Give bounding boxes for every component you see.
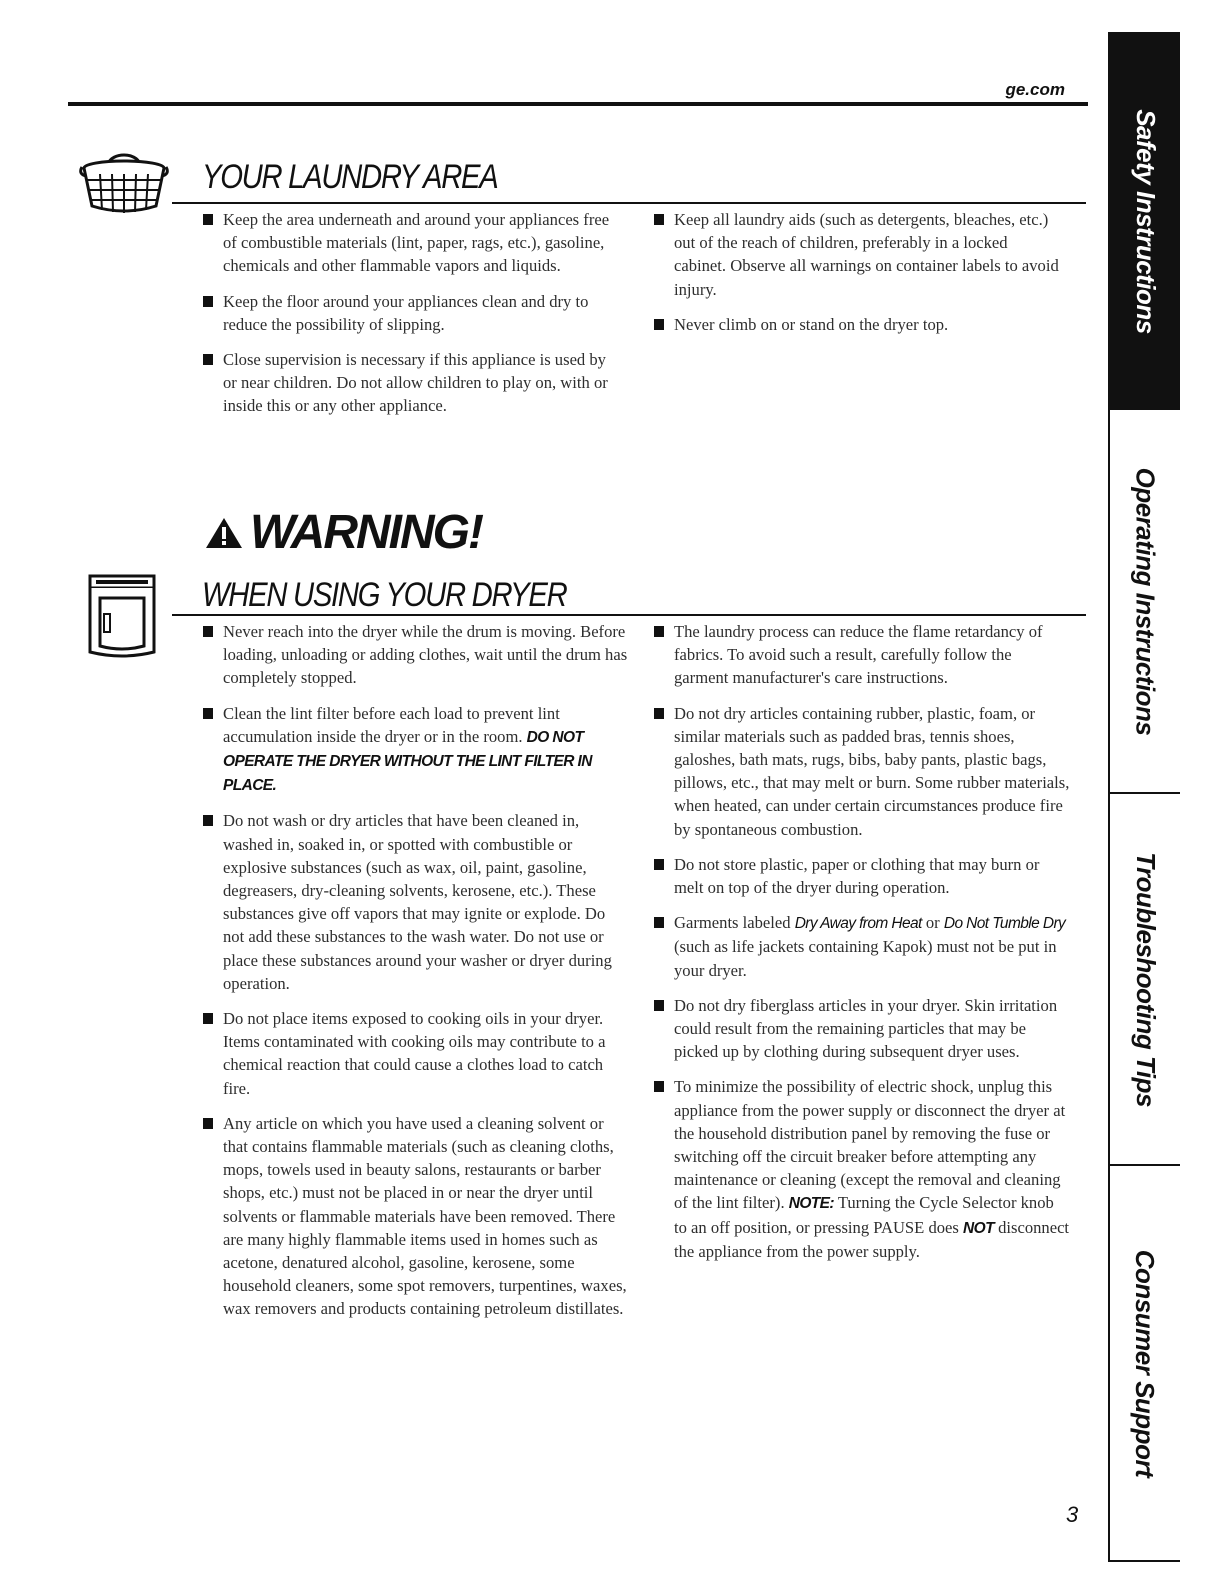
tab-safety-instructions[interactable] <box>1108 32 1180 410</box>
laundry-area-left-column <box>201 208 621 430</box>
laundry-area-title: YOUR LAUNDRY AREA <box>202 158 498 196</box>
bullet-icon <box>203 815 213 826</box>
section-tabs <box>1108 32 1180 1562</box>
tab-troubleshooting-tips[interactable] <box>1108 794 1180 1164</box>
list-item: Do not store plastic, paper or clothing that may burn or melt on top of the dryer during operation. <box>652 853 1070 899</box>
bullet-icon <box>654 917 664 928</box>
emphasis-text: Do Not Tumble Dry <box>943 915 1066 933</box>
list-item: Never climb on or stand on the dryer top. <box>652 313 1062 336</box>
tab-operating-instructions[interactable] <box>1108 410 1180 792</box>
warning-heading <box>204 505 482 560</box>
list-item: Do not dry articles containing rubber, plastic, foam, or similar materials such as padded bras, tennis shoes, galoshes, bath mats, rugs, bibs, baby pants, plastic bags, pillows, etc., that may melt or burn. Some rubber materials, when heated, can under certain circumstances produce fire by spontaneous combustion. <box>652 702 1070 841</box>
bullet-icon <box>203 708 213 719</box>
list-item: Close supervision is necessary if this appliance is used by or near children. Do not allow children to play on, with or inside this or any other appliance. <box>201 348 621 418</box>
bullet-icon <box>654 626 664 637</box>
bullet-icon <box>203 626 213 637</box>
list-item: Do not place items exposed to cooking oils in your dryer. Items contaminated with cooking oils may contribute to a chemical reaction that could cause a clothes load to catch fire. <box>201 1007 629 1100</box>
tab-label: Operating Instructions <box>1130 467 1161 735</box>
list-item: Do not dry fiberglass articles in your dryer. Skin irritation could result from the remaining particles that may be picked up by clothing during subsequent dryer uses. <box>652 994 1070 1064</box>
list-item: Garments labeled Dry Away from Heat or Do Not Tumble Dry (such as life jackets containing Kapok) must not be put in your dryer. <box>652 911 1070 982</box>
tab-label: Consumer Support <box>1130 1249 1161 1477</box>
using-dryer-title: WHEN USING YOUR DRYER <box>202 576 567 614</box>
laundry-basket-icon <box>78 150 170 223</box>
warning-label: WARNING! <box>250 506 482 559</box>
list-item: Never reach into the dryer while the drum is moving. Before loading, unloading or adding clothes, wait until the drum has completely stopped. <box>201 620 629 690</box>
site-url: ge.com <box>1005 80 1065 99</box>
emphasis-text: NOT <box>963 1219 994 1237</box>
bullet-icon <box>654 214 664 225</box>
list-item: Do not wash or dry articles that have been cleaned in, washed in, soaked in, or spotted with combustible or explosive substances (such as wax, oil, paint, gasoline, degreasers, dry-cleaning solvents, kerosene, etc.). These substances give off vapors that may ignite or explode. Do not add these substances to the wash water. Do not use or place these substances around your washer or dryer during operation. <box>201 809 629 995</box>
emphasis-text: Dry Away from Heat <box>794 915 922 933</box>
list-item: Keep all laundry aids (such as detergents, bleaches, etc.) out of the reach of children, preferably in a locked cabinet. Observe all warnings on container labels to avoid injury. <box>652 208 1062 301</box>
bullet-icon <box>654 1000 664 1011</box>
list-item: Any article on which you have used a cleaning solvent or that contains flammable materials (such as cleaning cloths, mops, towels used in beauty salons, restaurants or barber shops, etc.) must not be placed in or near the dryer until solvents or flammable materials have been removed. There are many highly flammable items used in homes such as acetone, denatured alcohol, gasoline, kerosene, some household cleaners, some spot removers, turpentines, waxes, wax removers and products containing petroleum distillates. <box>201 1112 629 1321</box>
list-item: To minimize the possibility of electric shock, unplug this appliance from the power supply or disconnect the dryer at the household distribution panel by removing the fuse or switching off the circuit breaker before attempting any maintenance or cleaning (except the removal and cleaning of the lint filter). NOTE: Turning the Cycle Selector knob to an off position, or pressing PAUSE does NOT disconnect the appliance from the power supply. <box>652 1075 1070 1263</box>
emphasis-text: DO NOT OPERATE THE DRYER WITHOUT THE LINT FILTER IN PLACE. <box>223 728 592 795</box>
tab-separator <box>1108 1560 1180 1562</box>
using-dryer-rule <box>172 614 1086 616</box>
list-item: The laundry process can reduce the flame retardancy of fabrics. To avoid such a result, carefully follow the garment manufacturer's care instructions. <box>652 620 1070 690</box>
warning-triangle-icon <box>204 516 244 550</box>
list-item: Clean the lint filter before each load to prevent lint accumulation inside the dryer or in the room. DO NOT OPERATE THE DRYER WITHOUT THE LINT FILTER IN PLACE. <box>201 702 629 798</box>
tab-label: Safety Instructions <box>1130 108 1161 334</box>
bullet-icon <box>654 1081 664 1092</box>
bullet-icon <box>203 1013 213 1024</box>
bullet-icon <box>203 354 213 365</box>
page-number: 3 <box>1066 1502 1079 1527</box>
bullet-icon <box>203 1118 213 1129</box>
bullet-icon <box>203 296 213 307</box>
using-dryer-left-column <box>201 620 629 1333</box>
list-item: Keep the floor around your appliances clean and dry to reduce the possibility of slipping. <box>201 290 621 336</box>
header-rule <box>68 102 1088 106</box>
tab-consumer-support[interactable] <box>1108 1166 1180 1560</box>
bullet-icon <box>203 214 213 225</box>
bullet-icon <box>654 859 664 870</box>
tab-label: Troubleshooting Tips <box>1130 851 1161 1107</box>
list-item: Keep the area underneath and around your appliances free of combustible materials (lint, paper, rags, etc.), gasoline, chemicals and other flammable vapors and liquids. <box>201 208 621 278</box>
bullet-icon <box>654 319 664 330</box>
note-label: NOTE: <box>788 1195 834 1213</box>
using-dryer-right-column <box>652 620 1070 1275</box>
laundry-area-rule <box>172 202 1086 204</box>
bullet-icon <box>654 708 664 719</box>
dryer-icon <box>86 574 158 667</box>
laundry-area-right-column <box>652 208 1062 348</box>
